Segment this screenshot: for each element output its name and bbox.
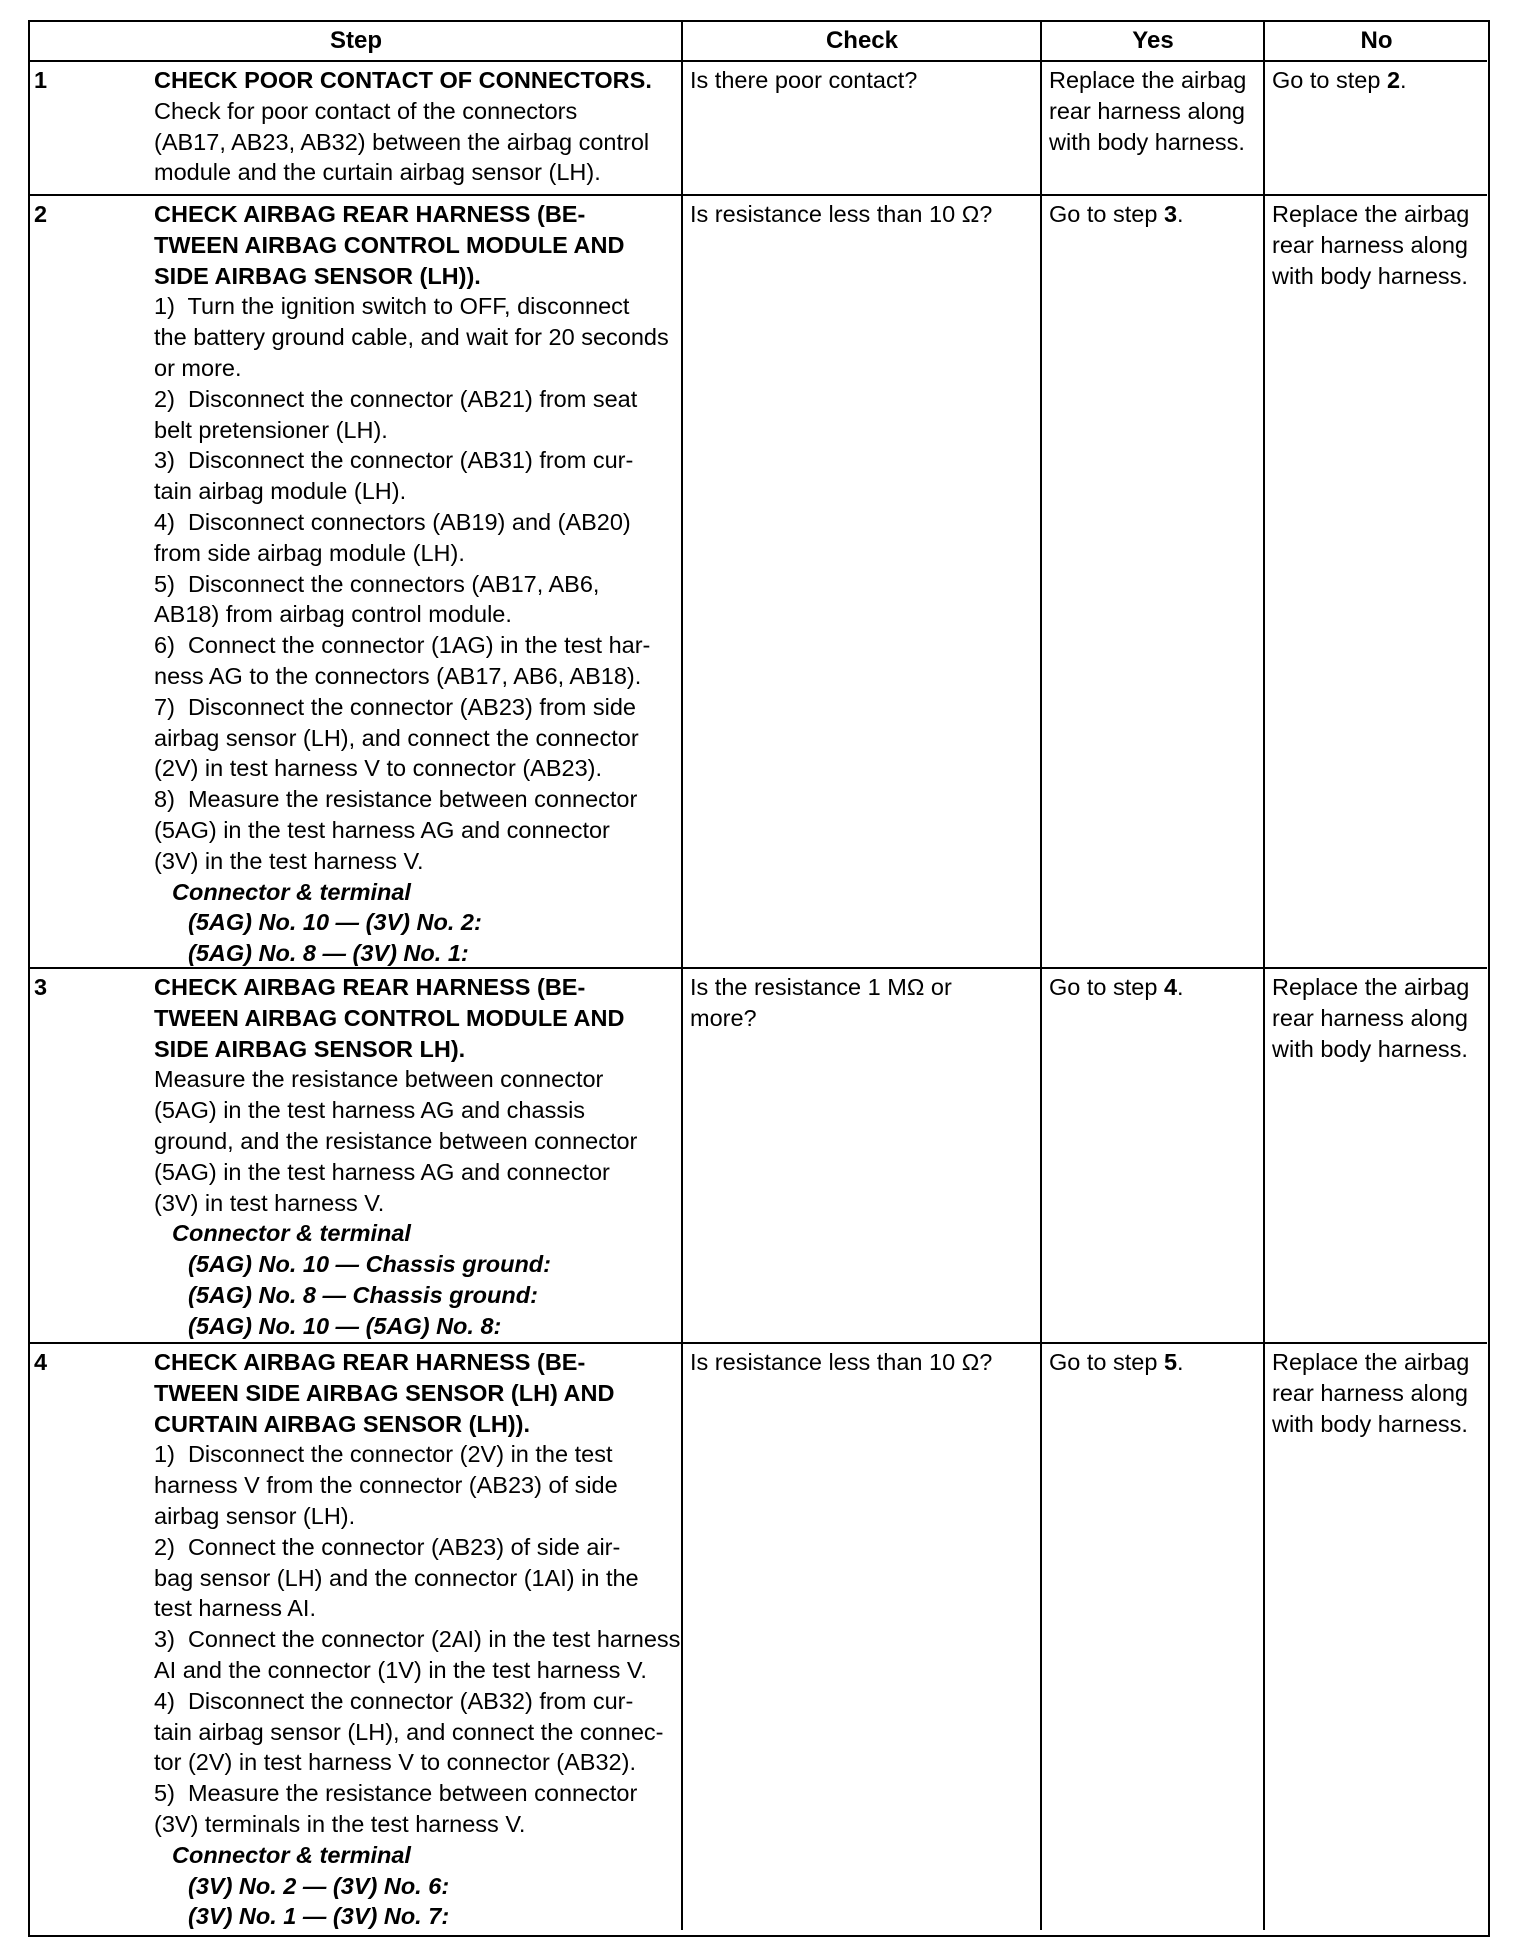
step-instruction-line: 5) Measure the resistance between connector [154,1780,638,1807]
yes-goto-step-number: 3 [1163,201,1178,227]
step-instruction-line: harness V from the connector (AB23) of side [154,1472,618,1499]
step-cell [30,1344,683,1930]
step-instruction-line: 2) Disconnect the connector (AB21) from seat [154,385,638,412]
no-cell [1265,196,1487,969]
no-cell [1265,969,1487,1344]
step-body [154,199,675,967]
diagnostic-table [28,20,1490,1937]
no-action-line: Replace the airbag [1272,201,1470,227]
step-title-line: CHECK AIRBAG REAR HARNESS (BE- [154,974,586,1000]
no-action-line: with body harness. [1272,1035,1468,1062]
check-question-line: Is resistance less than 10 Ω? [690,201,993,227]
check-question-line: Is resistance less than 10 Ω? [690,1349,993,1375]
yes-cell [1042,62,1265,196]
yes-cell [1042,1344,1265,1930]
step-instruction-line: (3V) terminals in the test harness V. [154,1810,526,1837]
yes-goto-step-number: 4 [1163,974,1178,1000]
step-instruction-line: 4) Disconnect connectors (AB19) and (AB20) [154,508,631,535]
step-cell [30,62,683,196]
step-title-line: CURTAIN AIRBAG SENSOR (LH)). [154,1410,530,1437]
yes-goto-line [1049,972,1257,1003]
step-instruction-line: tain airbag module (LH). [154,478,407,505]
connector-terminal-heading: Connector & terminal [172,878,411,905]
step-instruction-line: or more. [154,354,242,381]
step-instruction-line: (5AG) in the test harness AG and connector [154,816,610,843]
step-instruction-line: tain airbag sensor (LH), and connect the connec- [154,1718,664,1745]
step-instruction-line: 1) Turn the ignition switch to OFF, disconnect [154,293,630,320]
step-title-line: SIDE AIRBAG SENSOR LH). [154,1035,466,1062]
step-body [154,972,675,1342]
step-instruction-line: 8) Measure the resistance between connector [154,786,638,813]
header-step: Step [30,22,683,62]
step-instruction-line: tor (2V) in test harness V to connector (AB32). [154,1749,636,1776]
step-instruction-line: 3) Connect the connector (2AI) in the test harness [154,1626,681,1653]
step-instruction-line: 4) Disconnect the connector (AB32) from cur- [154,1687,634,1714]
no-cell [1265,62,1487,196]
no-action-line: with body harness. [1272,262,1468,289]
step-instruction-line: 1) Disconnect the connector (2V) in the test [154,1441,613,1468]
step-instruction-line: (AB17, AB23, AB32) between the airbag control [154,128,650,155]
step-instruction-line: (5AG) in the test harness AG and connector [154,1158,610,1185]
step-title-line: TWEEN AIRBAG CONTROL MODULE AND [154,1004,625,1031]
step-instruction-line: 3) Disconnect the connector (AB31) from cur- [154,447,634,474]
step-number: 3 [34,974,48,1000]
step-body [154,1347,680,1930]
step-cell [30,969,683,1344]
step-instruction-line: (3V) in test harness V. [154,1189,385,1216]
no-goto-step-number: 2 [1386,67,1401,93]
step-instruction-line: from side airbag module (LH). [154,539,465,566]
yes-goto-line [1049,1347,1257,1378]
check-cell [683,1344,1042,1930]
yes-cell [1042,196,1265,969]
step-instruction-line: the battery ground cable, and wait for 20 seconds [154,324,669,351]
step-instruction-line: module and the curtain airbag sensor (LH). [154,159,601,186]
no-goto-line [1272,65,1481,96]
no-action-line: rear harness along [1272,231,1468,258]
step-instruction-line: AI and the connector (1V) in the test harness V. [154,1656,647,1683]
step-number: 1 [34,67,48,93]
no-action-line: Replace the airbag [1272,974,1470,1000]
yes-goto-prefix: Go to step [1049,1349,1164,1375]
connector-terminal-item: (5AG) No. 8 — (3V) No. 1: [188,940,469,967]
no-action-line: rear harness along [1272,1004,1468,1031]
step-title-line: TWEEN AIRBAG CONTROL MODULE AND [154,231,625,258]
no-cell [1265,1344,1487,1930]
header-yes: Yes [1042,22,1265,62]
connector-terminal-item: (5AG) No. 10 — Chassis ground: [188,1251,551,1278]
no-goto-prefix: Go to step [1272,67,1387,93]
header-check: Check [683,22,1042,62]
yes-goto-prefix: Go to step [1049,201,1164,227]
yes-action-line: Replace the airbag [1049,67,1247,93]
step-title-line: CHECK AIRBAG REAR HARNESS (BE- [154,1349,586,1375]
yes-action-line: with body harness. [1049,128,1245,155]
connector-terminal-item: (5AG) No. 10 — (5AG) No. 8: [188,1312,502,1339]
step-title-line: SIDE AIRBAG SENSOR (LH)). [154,262,481,289]
step-instruction-line: 2) Connect the connector (AB23) of side air- [154,1533,621,1560]
connector-terminal-heading: Connector & terminal [172,1220,411,1247]
step-instruction-line: 6) Connect the connector (1AG) in the test har- [154,632,651,659]
step-cell [30,196,683,969]
step-instruction-line: ground, and the resistance between connector [154,1127,638,1154]
step-instruction-line: 7) Disconnect the connector (AB23) from side [154,693,636,720]
step-number: 2 [34,201,48,227]
no-action-line: Replace the airbag [1272,1349,1470,1375]
check-question-line: Is the resistance 1 MΩ or [690,974,952,1000]
step-instruction-line: (2V) in test harness V to connector (AB23). [154,755,603,782]
step-instruction-line: bag sensor (LH) and the connector (1AI) in the [154,1564,639,1591]
no-action-line: rear harness along [1272,1379,1468,1406]
step-instruction-line: ness AG to the connectors (AB17, AB6, AB18). [154,662,642,689]
check-question-line: Is there poor contact? [690,67,918,93]
step-title-line: CHECK AIRBAG REAR HARNESS (BE- [154,201,586,227]
check-cell [683,969,1042,1344]
no-action-line: with body harness. [1272,1410,1468,1437]
yes-goto-suffix: . [1177,1349,1184,1375]
step-instruction-line: test harness AI. [154,1595,316,1622]
yes-goto-prefix: Go to step [1049,974,1164,1000]
step-instruction-line: airbag sensor (LH), and connect the connector [154,724,639,751]
step-instruction-line: Measure the resistance between connector [154,1066,604,1093]
step-instruction-line: Check for poor contact of the connectors [154,97,578,124]
yes-action-line: rear harness along [1049,97,1245,124]
yes-goto-suffix: . [1177,201,1184,227]
yes-goto-suffix: . [1177,974,1184,1000]
step-instruction-line: belt pretensioner (LH). [154,416,388,443]
step-body [154,65,675,194]
check-cell [683,196,1042,969]
yes-goto-step-number: 5 [1163,1349,1178,1375]
step-title-line: TWEEN SIDE AIRBAG SENSOR (LH) AND [154,1379,615,1406]
step-instruction-line: (3V) in the test harness V. [154,847,424,874]
yes-goto-line [1049,199,1257,230]
step-instruction-line: (5AG) in the test harness AG and chassis [154,1097,586,1124]
check-cell [683,62,1042,196]
connector-terminal-item: (5AG) No. 10 — (3V) No. 2: [188,909,482,936]
step-number: 4 [34,1349,48,1375]
connector-terminal-item: (5AG) No. 8 — Chassis ground: [188,1281,538,1308]
connector-terminal-item: (3V) No. 1 — (3V) No. 7: [188,1903,450,1930]
step-instruction-line: 5) Disconnect the connectors (AB17, AB6, [154,570,600,597]
header-no: No [1265,22,1487,62]
step-title-line: CHECK POOR CONTACT OF CONNECTORS. [154,67,652,93]
connector-terminal-heading: Connector & terminal [172,1841,411,1868]
check-question-line: more? [690,1004,757,1031]
step-instruction-line: airbag sensor (LH). [154,1502,356,1529]
no-goto-suffix: . [1400,67,1407,93]
step-instruction-line: AB18) from airbag control module. [154,601,512,628]
connector-terminal-item: (3V) No. 2 — (3V) No. 6: [188,1872,450,1899]
yes-cell [1042,969,1265,1344]
